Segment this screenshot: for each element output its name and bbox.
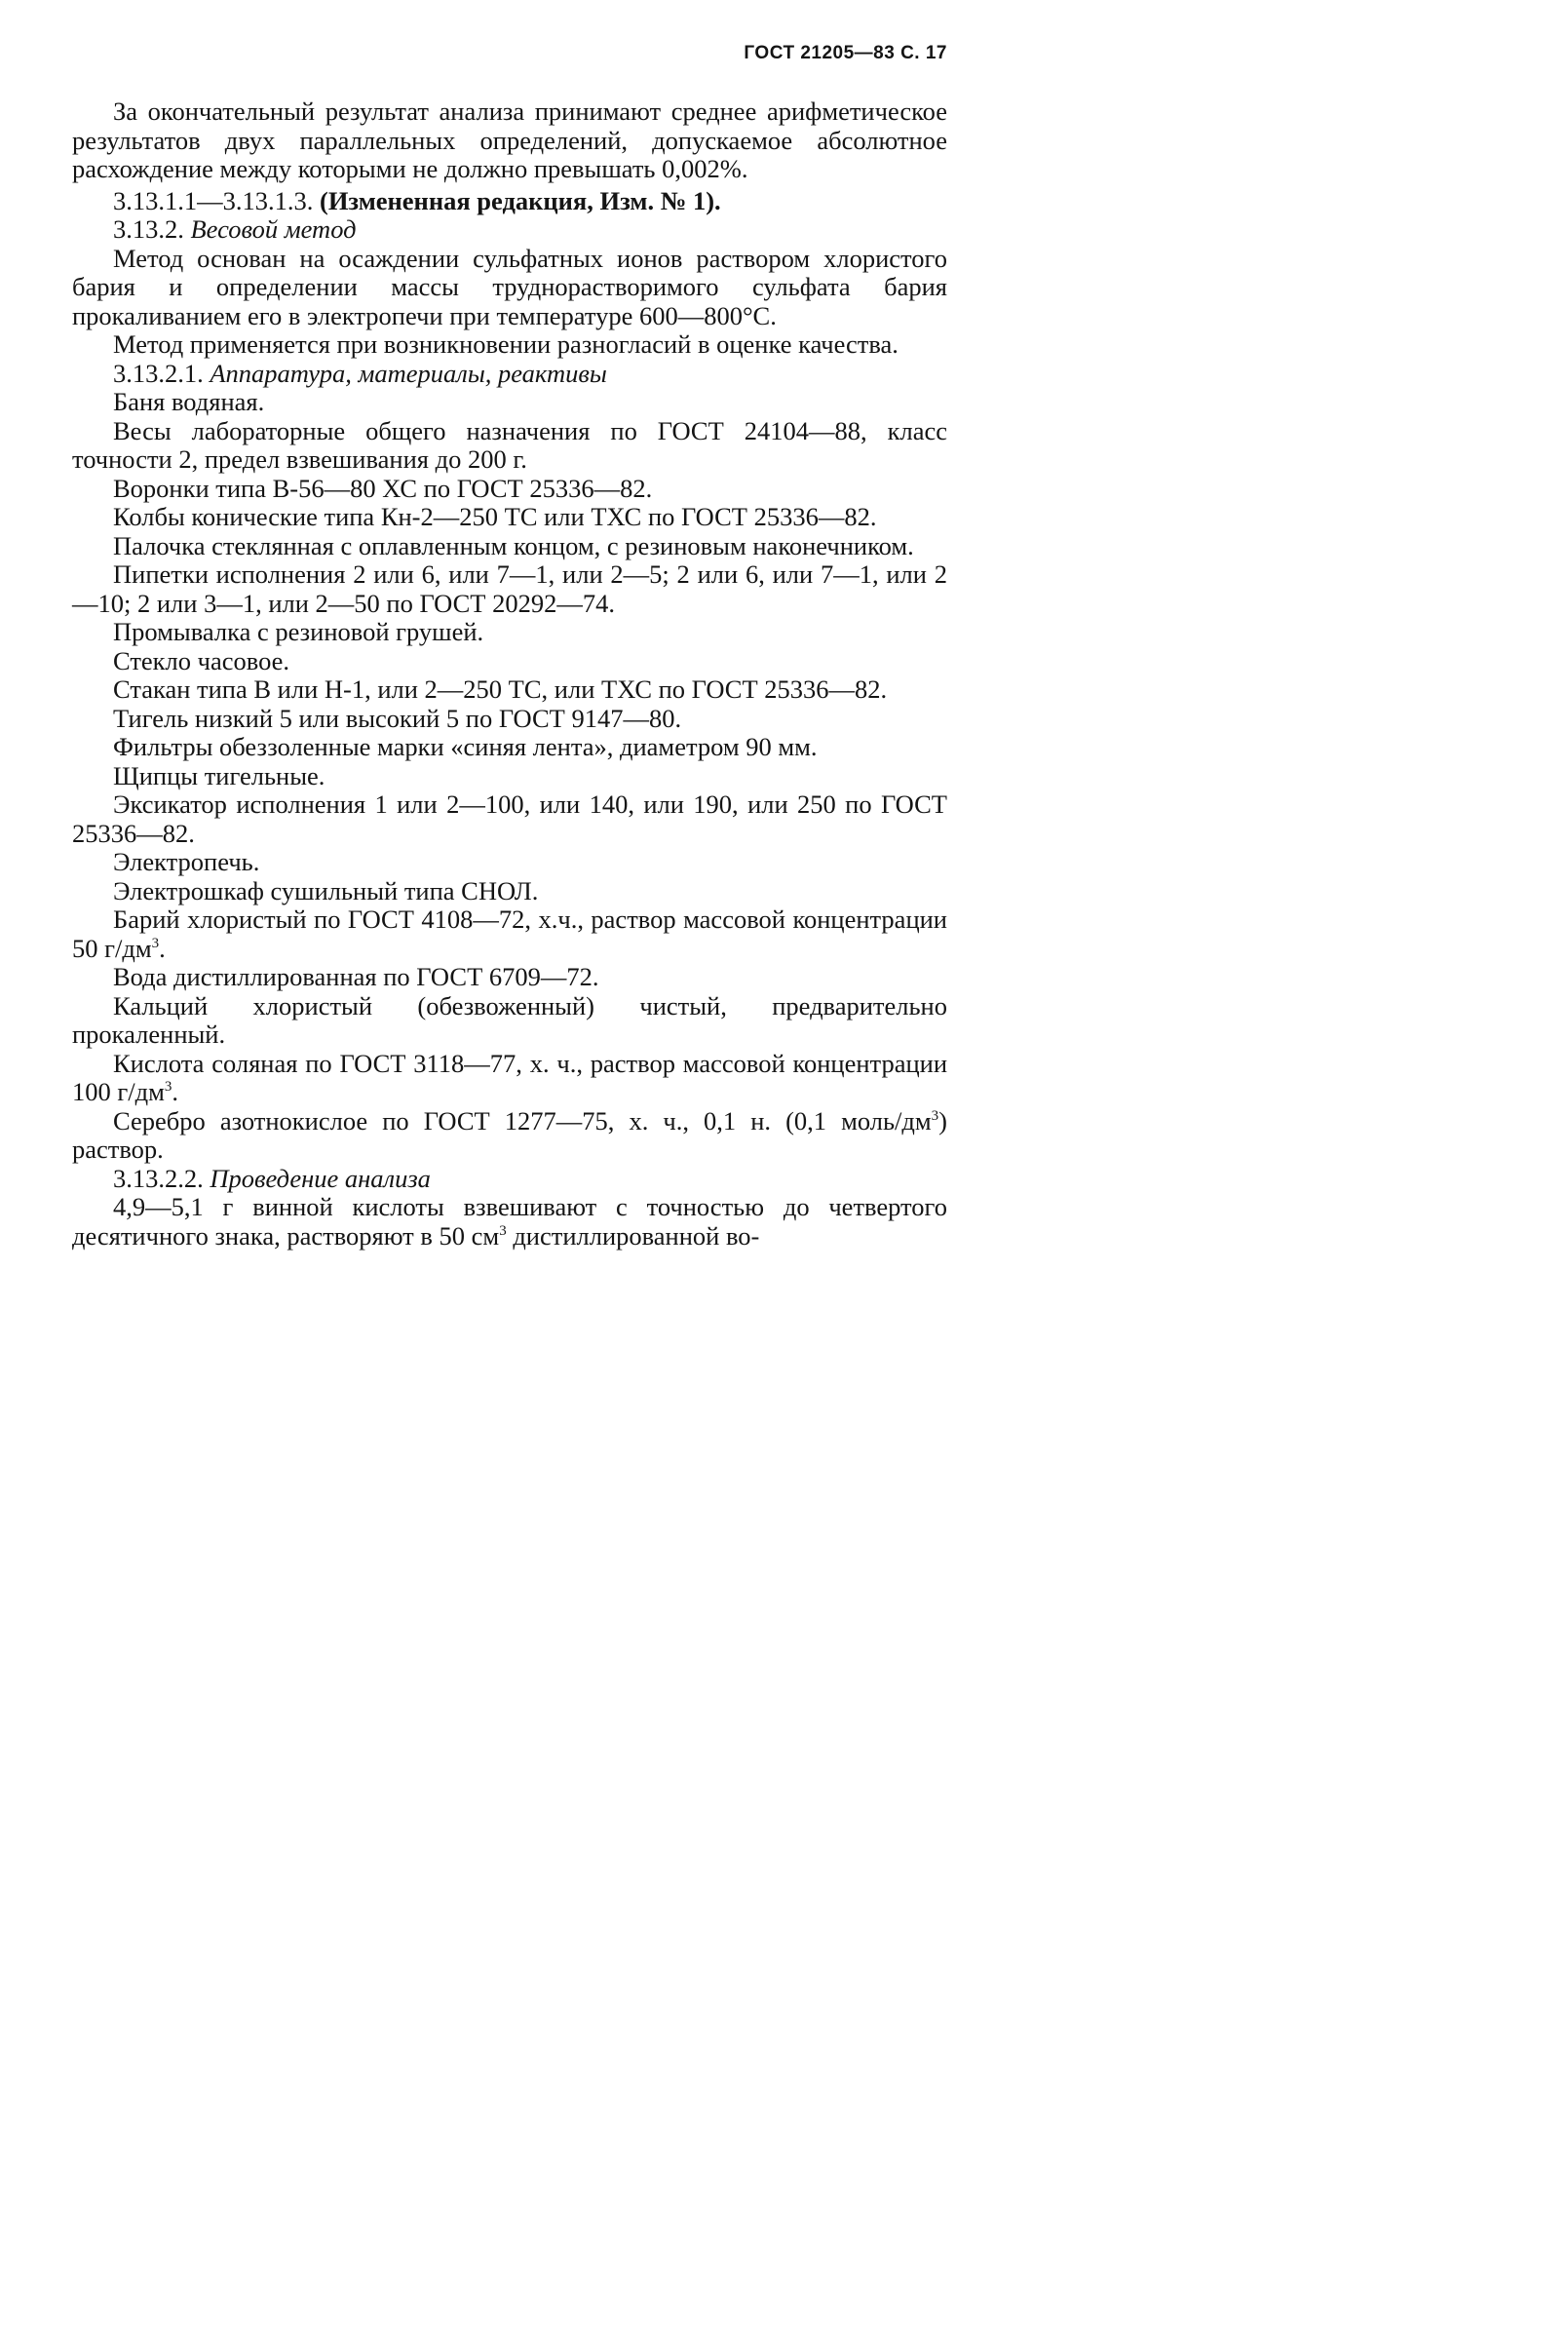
- section-heading-procedure: 3.13.2.2. Проведение анализа: [113, 1163, 431, 1193]
- list-item: Электрошкаф сушильный типа СНОЛ.: [113, 875, 539, 905]
- list-item: Кальций хлористый (обезвоженный) чистый, предварительно прокаленный.: [72, 990, 947, 1049]
- list-item: Барий хлористый по ГОСТ 4108—72, х.ч., раствор массовой концентрации 50 $г/дм^3$.: [72, 905, 947, 963]
- page-header: [744, 43, 947, 64]
- paragraph-final-result: За окончательный результат анализа принимают среднее арифметическое результатов двух параллельных определений, допускаемое абсолютное расхождение между которыми не должно превышать 0,002%.: [72, 96, 947, 183]
- paragraph-method-usage: Метод применяется при возникновении разногласий в оценке качества.: [113, 329, 899, 359]
- list-item: Кислота соляная по ГОСТ 3118—77, х. ч., раствор массовой концентрации 100 $г/дм^3$.: [72, 1048, 947, 1106]
- paragraph-method-principle: Метод основан на осаждении сульфатных ионов раствором хлористого бария и определении массы труднорастворимого сульфата бария прокаливанием его в электропечи при температуре 600—800°С.: [72, 243, 947, 330]
- list-item: Пипетки исполнения 2 или 6, или 7—1, или 2—5; 2 или 6, или 7—1, или 2—10; 2 или 3—1, или 2—50 по ГОСТ 20292—74.: [72, 559, 947, 618]
- list-item: Электропечь.: [113, 847, 260, 876]
- list-item: Воронки типа В-56—80 ХС по ГОСТ 25336—82.: [113, 473, 653, 503]
- list-item: Палочка стеклянная с оплавленным концом, с резиновым наконечником.: [113, 530, 914, 560]
- list-item: Баня водяная.: [113, 387, 265, 416]
- list-item: Колбы конические типа Кн-2—250 ТС или ТХС по ГОСТ 25336—82.: [113, 502, 877, 531]
- list-item: Фильтры обеззоленные марки «синяя лента», диаметром 90 мм.: [113, 732, 818, 761]
- paragraph-amendment-note: 3.13.1.1—3.13.1.3. (Измененная редакция, Изм. № 1).: [113, 185, 721, 215]
- document-page: [0, 0, 1025, 1514]
- list-item: Вода дистиллированная по ГОСТ 6709—72.: [113, 962, 599, 991]
- list-item: Щипцы тигельные.: [113, 760, 325, 790]
- page-number: С. 17: [900, 43, 947, 63]
- paragraph-procedure: 4,9—5,1 г винной кислоты взвешивают с точностью до четвертого десятичного знака, растворяют в 50 $см^3$ дистиллированной во-: [72, 1192, 947, 1251]
- standard-code: ГОСТ 21205—83: [744, 43, 896, 63]
- section-heading-apparatus: 3.13.2.1. Аппаратура, материалы, реактивы: [113, 358, 607, 388]
- list-item: Стакан типа В или Н-1, или 2—250 ТС, или ТХС по ГОСТ 25336—82.: [113, 674, 888, 704]
- list-item: Серебро азотнокислое по ГОСТ 1277—75, х. ч., 0,1 н. (0,1 моль/$дм^3$) раствор.: [72, 1105, 947, 1164]
- list-item: Весы лабораторные общего назначения по ГОСТ 24104—88, класс точности 2, предел взвешивания до 200 г.: [72, 415, 947, 474]
- section-heading-gravimetric: 3.13.2. Весовой метод: [113, 214, 357, 244]
- list-item: Эксикатор исполнения 1 или 2—100, или 140, или 190, или 250 по ГОСТ 25336—82.: [72, 789, 947, 848]
- body-text: [72, 97, 947, 1251]
- list-item: Тигель низкий 5 или высокий 5 по ГОСТ 9147—80.: [113, 703, 682, 733]
- list-item: Стекло часовое.: [113, 645, 290, 675]
- list-item: Промывалка с резиновой грушей.: [113, 617, 484, 646]
